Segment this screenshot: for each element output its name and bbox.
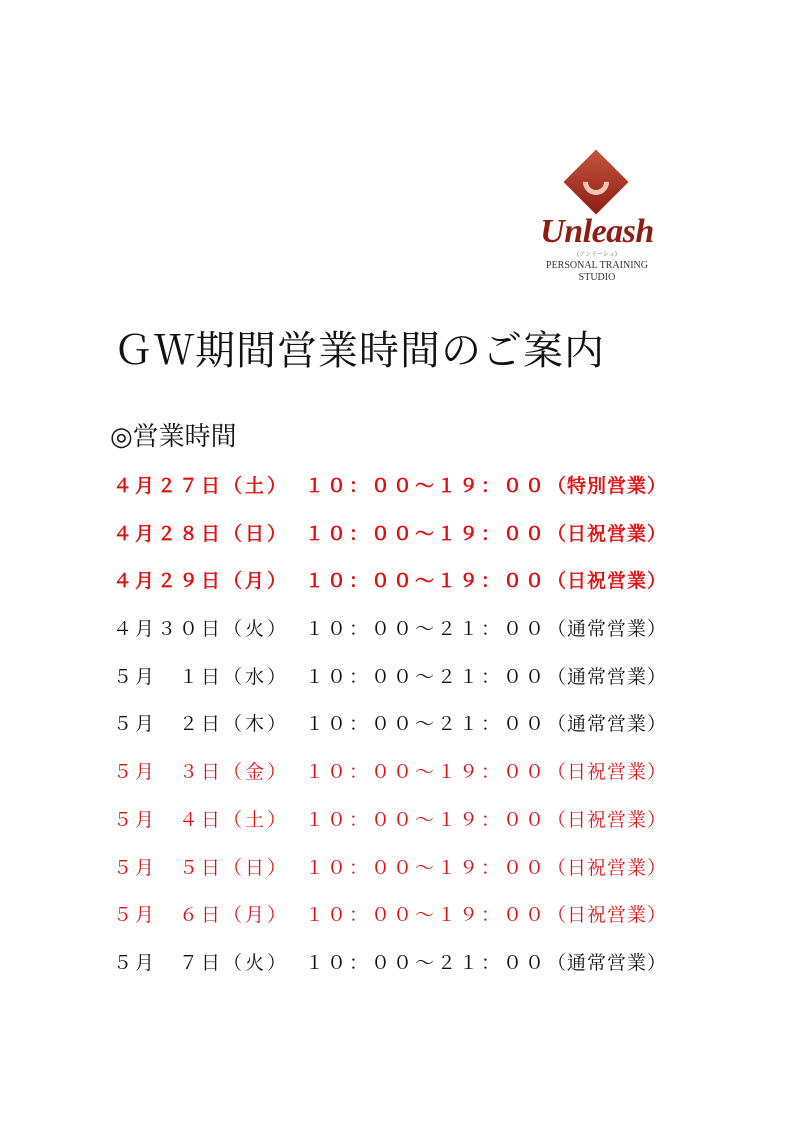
schedule-note: （日祝営業）	[547, 761, 668, 784]
schedule-row	[113, 567, 667, 615]
schedule-note: （通常営業）	[547, 618, 668, 641]
schedule-row	[113, 520, 667, 568]
diamond-logo-icon	[563, 149, 628, 214]
schedule-date: ５月 ７日（火）	[113, 951, 290, 974]
schedule-note: （特別営業）	[547, 475, 668, 497]
schedule-date: ５月 ４日（土）	[113, 808, 290, 831]
schedule-note: （通常営業）	[547, 713, 668, 736]
schedule-time: １０：００〜２１：００	[305, 713, 548, 736]
schedule-date: ４月２９日（月）	[113, 570, 290, 593]
schedule-note: （日祝営業）	[547, 856, 668, 879]
schedule-time: １０：００〜２１：００	[305, 665, 548, 688]
page-title: ＧＷ期間営業時間のご案内	[113, 328, 605, 374]
logo-kana: (アンリーシュ)	[576, 251, 618, 258]
schedule-date: ５月 １日（水）	[113, 665, 290, 688]
schedule-row	[113, 615, 667, 663]
schedule-row	[113, 663, 667, 711]
schedule-row	[113, 806, 667, 854]
schedule-row	[113, 949, 667, 997]
logo-tagline-line2: STUDIO	[578, 272, 616, 283]
schedule-note: （通常営業）	[547, 665, 668, 688]
logo-tagline	[522, 260, 672, 284]
schedule-list	[113, 472, 667, 997]
schedule-time: １０：００〜１９：００	[305, 904, 548, 927]
schedule-time: １０：００〜２１：００	[305, 618, 548, 641]
schedule-row	[113, 472, 667, 520]
schedule-date: ５月 ３日（金）	[113, 761, 290, 784]
schedule-row	[113, 901, 667, 949]
schedule-time: １０：００〜１９：００	[305, 522, 548, 545]
schedule-note: （日祝営業）	[547, 904, 668, 927]
schedule-note: （日祝営業）	[547, 522, 668, 545]
schedule-time: １０：００〜１９：００	[305, 808, 548, 831]
section-heading: ◎営業時間	[110, 422, 237, 452]
schedule-date: ５月 ５日（日）	[113, 856, 290, 879]
schedule-date: ５月 ６日（月）	[113, 904, 290, 927]
schedule-row	[113, 758, 667, 806]
logo-wordmark: Unleash	[540, 213, 654, 250]
schedule-date: ５月 ２日（木）	[113, 713, 290, 736]
studio-logo	[522, 152, 672, 288]
schedule-date: ４月２８日（日）	[113, 522, 290, 545]
schedule-time: １０：００〜１９：００	[305, 856, 548, 879]
schedule-row	[113, 710, 667, 758]
logo-tagline-line1: PERSONAL TRAINING	[546, 260, 648, 271]
schedule-note: （日祝営業）	[547, 570, 668, 593]
schedule-date: ４月３０日（火）	[113, 618, 290, 641]
schedule-time: １０：００〜２１：００	[305, 951, 548, 974]
schedule-time: １０：００〜１９：００	[305, 761, 548, 784]
schedule-note: （通常営業）	[547, 951, 668, 974]
schedule-date: ４月２７日（土）	[113, 475, 290, 497]
schedule-time: １０：００〜１９：００	[305, 475, 548, 497]
schedule-time: １０：００〜１９：００	[305, 570, 548, 593]
schedule-note: （日祝営業）	[547, 808, 668, 831]
schedule-row	[113, 854, 667, 902]
